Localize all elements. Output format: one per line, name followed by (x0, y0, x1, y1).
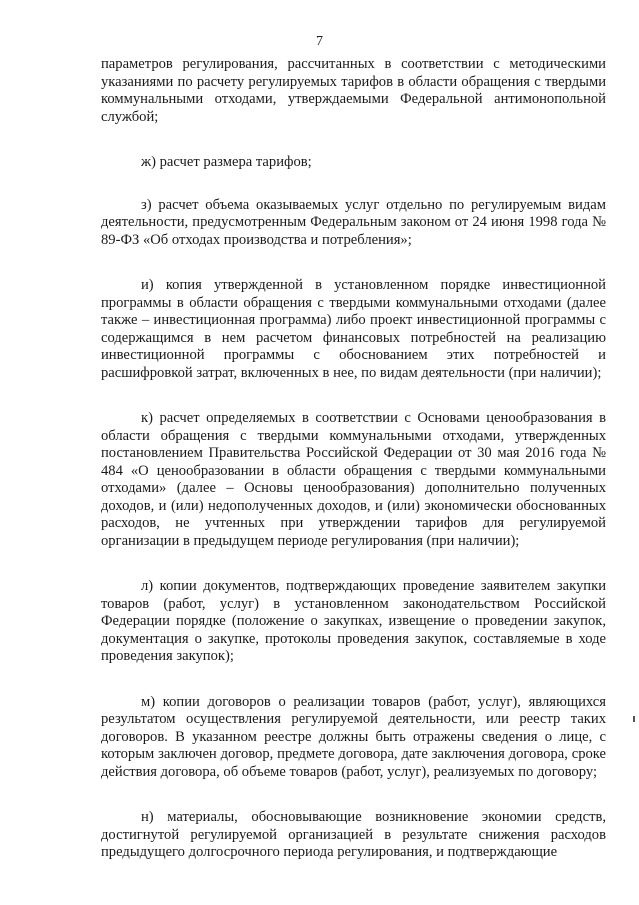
paragraph-item-k: к) расчет определяемых в соответствии с Основами ценообразования в области обращения с твердыми коммунальными отходами, утвержденных постановлением Правительства Российской Федерации от 30 мая 2016 года № 484 «О ценообразовании в области обращения с твердыми коммунальными отходами» (далее – Основы ценообразования) дополнительно полученных доходов, и (или) недополученных доходов, и (или) экономически обоснованных расходов, не учтенных при утверждении тарифов для регулируемой организации в предыдущем периоде регулирования (при наличии); (101, 410, 606, 549)
paragraph-item-zh: ж) расчет размера тарифов; (141, 154, 312, 170)
paragraph-item-i: и) копия утвержденной в установленном порядке инвестиционной программы в области обращения с твердыми коммунальными отходами (далее также – инвестиционная программа) либо проект инвестиционной программы с содержащимся в нем расчетом финансовых потребностей на реализацию инвестиционной программы с обоснованием этих потребностей и расшифровкой затрат, включенных в нее, по видам деятельности (при наличии); (101, 277, 606, 381)
paragraph-item-z: з) расчет объема оказываемых услуг отдельно по регулируемым видам деятельности, предусмотренным Федеральным законом от 24 июня 1998 года № 89-ФЗ «Об отходах производства и потребления»; (101, 196, 606, 248)
paragraph-item-n: н) материалы, обосновывающие возникновение экономии средств, достигнутой регулируемой организацией в результате снижения расходов предыдущего долгосрочного периода регулирования, и подтверждающие (101, 809, 606, 860)
page-number: 7 (316, 34, 323, 49)
paragraph-item-l: л) копии документов, подтверждающих проведение заявителем закупки товаров (работ, услуг) в установленном законодательством Российской Федерации порядке (положение о закупках, извещение о проведении закупок, документация о закупке, протоколы проведения закупок, составляемые в ходе проведения закупок); (101, 578, 606, 664)
paragraph-item-m: м) копии договоров о реализации товаров (работ, услуг), являющихся результатом осуществления регулируемой деятельности, или реестр таких договоров. В указанном реестре должны быть отражены сведения о лице, с которым заключен договор, предмете договора, дате заключения договора, сроке действия договора, об объеме товаров (работ, услуг), реализуемых по договору; (101, 693, 606, 780)
document-body (101, 56, 606, 862)
paragraph-continuation: параметров регулирования, рассчитанных в соответствии с методическими указаниями по расчету регулируемых тарифов в области обращения с твердыми коммунальными отходами, утверждаемыми Федеральной антимонопольной службой; (101, 56, 606, 125)
scan-edge-mark (633, 716, 635, 722)
